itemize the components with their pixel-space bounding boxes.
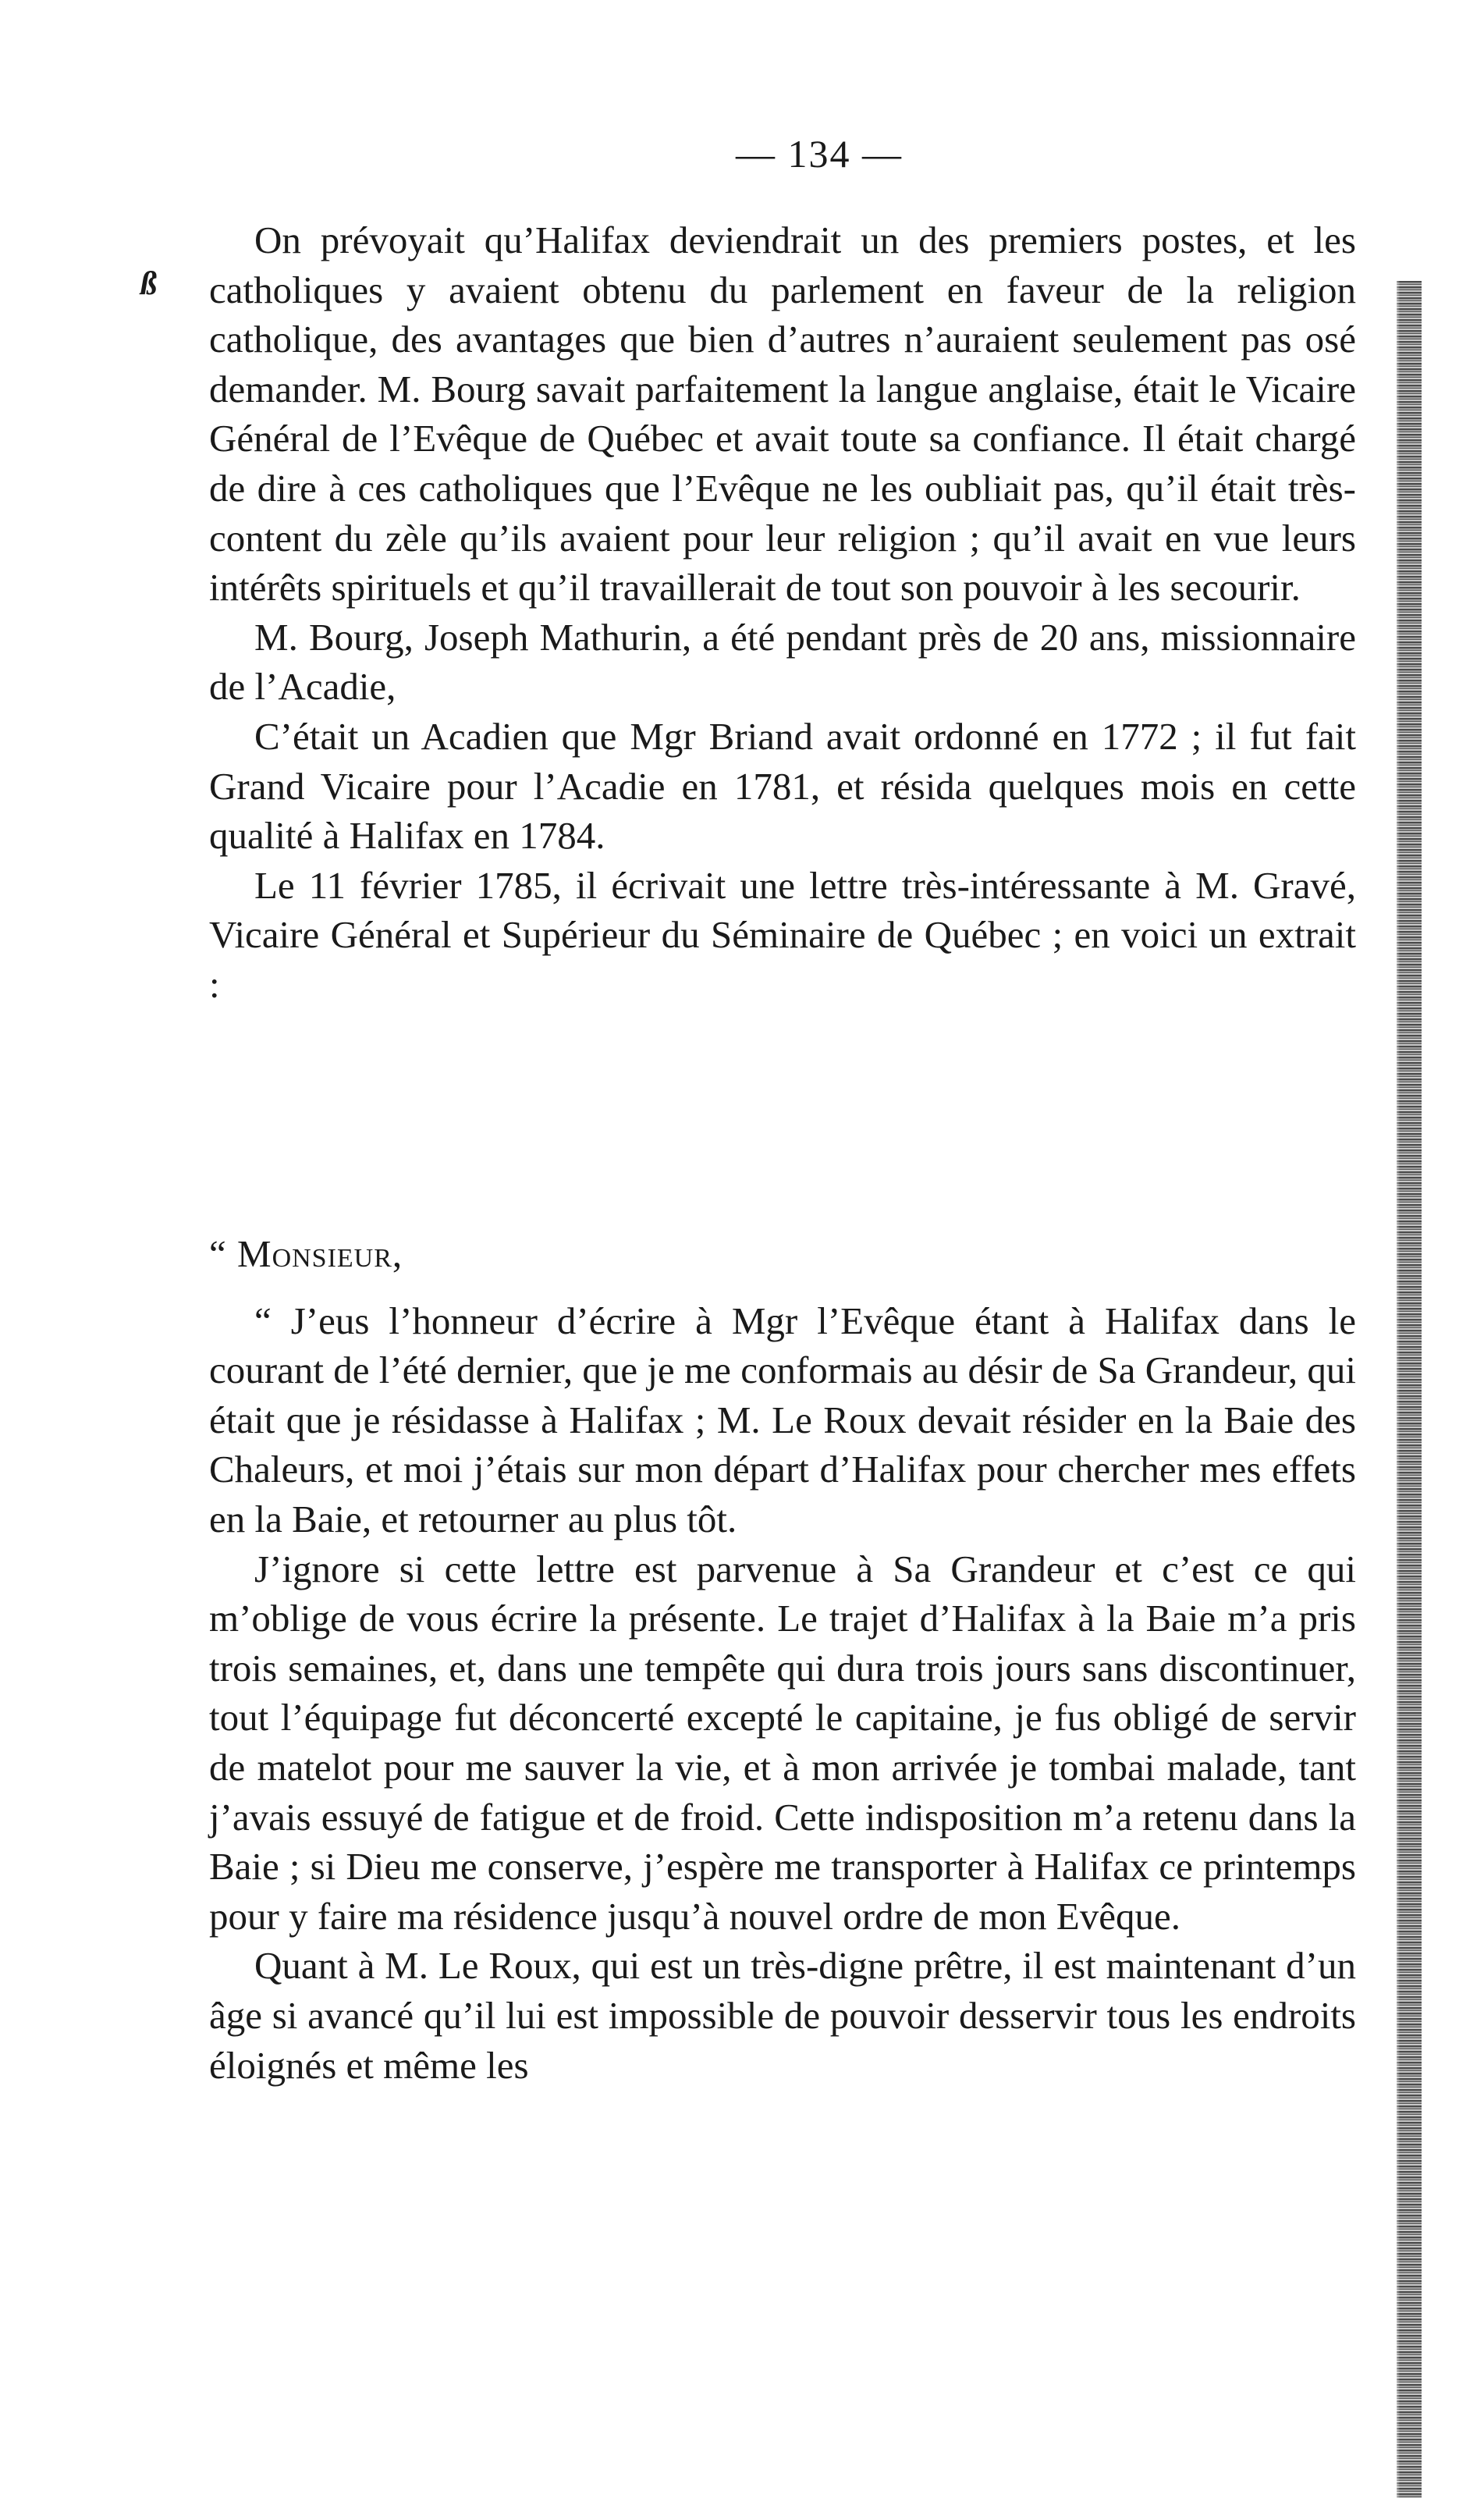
paragraph: J’ignore si cette lettre est parvenue à Sa Grandeur et c’est ce qui m’oblige de vous écrire la présente. Le trajet d’Halifax à la Baie m’a pris trois semaines, et, dans une tempête qui dura trois jours sans discontinuer, tout l’équipage fut déconcerté excepté le capitaine, je fus obligé de servir de matelot pour me sauver la vie, et à mon arrivée je tombai malade, tant j’avais essuyé de fatigue et de froid. Cette indisposition m’a retenu dans la Baie ; si Dieu me conserve, j’espère me transporter à Halifax ce printemps pour y faire ma résidence jusqu’à nouvel ordre de mon Evêque.: [209, 1547, 1356, 1938]
margin-mark: ß: [140, 266, 157, 302]
letter-excerpt: [209, 1229, 1356, 2090]
paragraph: On prévoyait qu’Halifax deviendrait un des premiers postes, et les catholiques y avaient obtenu du parlement en faveur de la religion catholique, des avantages que bien d’autres n’auraient seulement pas osé demander. M. Bourg savait parfaitement la langue anglaise, était le Vicaire Général de l’Evêque de Québec et avait toute sa confiance. Il était chargé de dire à ces catholiques que l’Evêque ne les oubliait pas, qu’il était très-content du zèle qu’ils avaient pour leur religion ; qu’il avait en vue leurs intérêts spirituels et qu’il travaillerait de tout son pouvoir à les secourir.: [209, 219, 1356, 609]
paragraph: Quant à M. Le Roux, qui est un très-digne prêtre, il est maintenant d’un âge si avancé qu’il lui est impossible de pouvoir desservir tous les endroits éloignés et même les: [209, 1944, 1356, 2087]
letter-salutation: “ Monsieur,: [209, 1232, 403, 1275]
binding-edge-fade: [1393, 281, 1400, 2498]
paragraph: M. Bourg, Joseph Mathurin, a été pendant près de 20 ans, missionnaire de l’Acadie,: [209, 615, 1356, 709]
page-number: — 134 —: [736, 132, 903, 176]
paragraph: “ J’eus l’honneur d’écrire à Mgr l’Evêque étant à Halifax dans le courant de l’été dernier, que je me conformais au désir de Sa Grandeur, qui était que je résidasse à Halifax ; M. Le Roux devait résider en la Baie des Chaleurs, et moi j’étais sur mon départ d’Halifax pour chercher mes effets en la Baie, et retourner au plus tôt.: [209, 1299, 1356, 1540]
paragraph: Le 11 février 1785, il écrivait une lettre très-intéressante à M. Gravé, Vicaire Général et Supérieur du Séminaire de Québec ; en voici un extrait :: [209, 863, 1356, 1006]
paragraph: C’était un Acadien que Mgr Briand avait ordonné en 1772 ; il fut fait Grand Vicaire pour l’Acadie en 1781, et résida quelques mois en cette qualité à Halifax en 1784.: [209, 714, 1356, 858]
body-text-top: [209, 215, 1356, 1010]
binding-edge: [1397, 281, 1422, 2498]
